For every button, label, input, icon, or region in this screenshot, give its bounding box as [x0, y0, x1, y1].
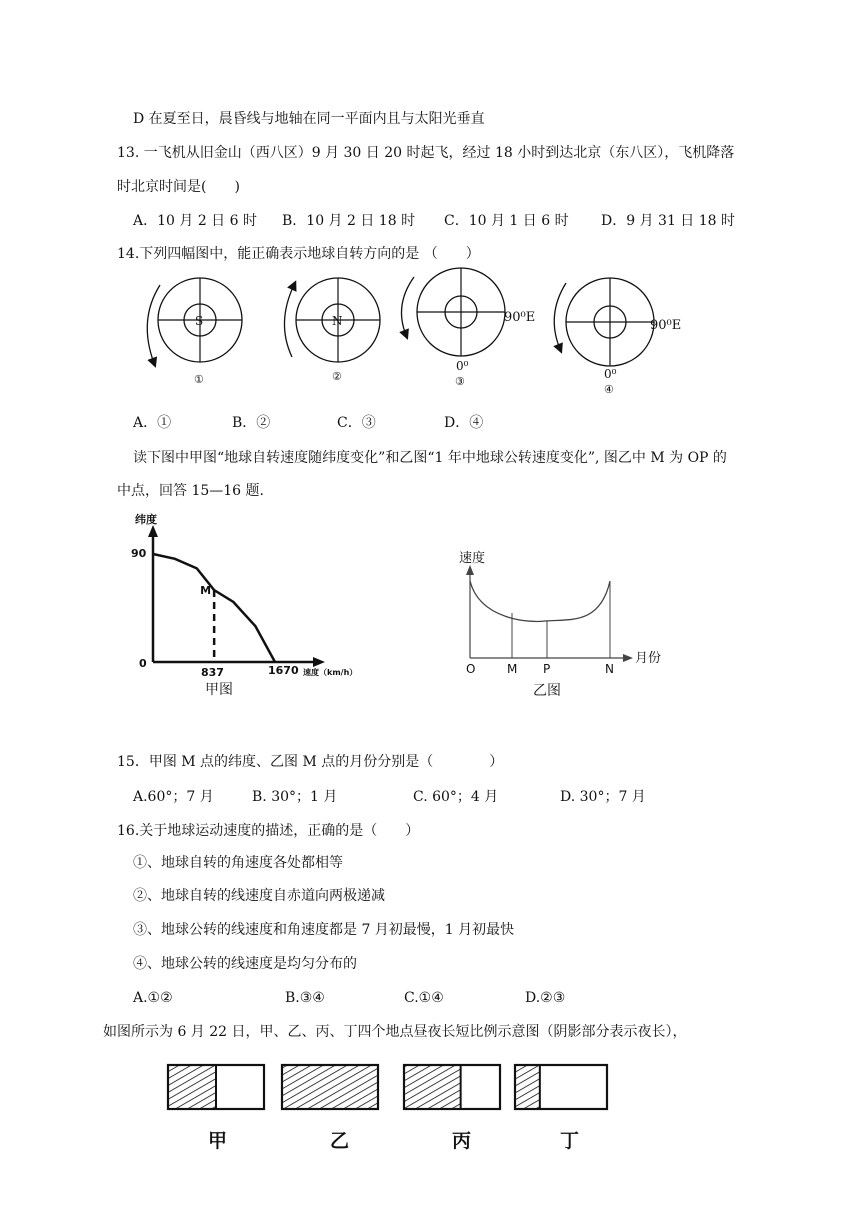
q14-figure-2 [284, 278, 380, 383]
chart-yi-x-label-n: N [605, 662, 614, 676]
daynight-label-bing: 丙 [452, 1130, 472, 1152]
q14-rotation-figures [130, 275, 690, 395]
chart-jia-m-label: M [200, 584, 212, 597]
chart-yi-caption: 乙图 [533, 683, 561, 699]
q14-option-c: C．③ [337, 415, 376, 431]
q14-fig2-number: ② [332, 370, 342, 383]
q14-fig3-side-label: 90⁰E [504, 310, 536, 325]
q15-option-a: A.60°；7 月 [133, 789, 214, 805]
q13-option-a: A．10 月 2 日 6 时 [133, 213, 257, 229]
x-axis-arrow-icon [623, 654, 633, 662]
daynight-label-jia: 甲 [208, 1130, 228, 1152]
rotation-arrow-icon [402, 277, 415, 335]
chart-yi-x-label-o: O [466, 662, 476, 676]
chart-yi [455, 545, 685, 705]
q17-intro: 如图所示为 6 月 22 日，甲、乙、丙、丁四个地点昼夜长短比例示意图（阴影部分表示夜长）， [103, 1024, 687, 1040]
q16-stem: 16.关于地球运动速度的描述，正确的是（ ） [117, 823, 420, 839]
chart-jia-caption: 甲图 [205, 682, 233, 698]
q14-option-d: D．④ [444, 415, 484, 431]
chart-jia-ylabel: 纬度 [135, 513, 157, 526]
q15-option-d: D. 30°；7 月 [560, 789, 646, 805]
rotation-arrow-icon [284, 285, 294, 357]
q14-option-b: B．② [232, 415, 271, 431]
q16-option-d: D.②③ [525, 990, 566, 1006]
q13-option-c: C．10 月 1 日 6 时 [444, 213, 569, 229]
chart-jia-xlabel: 速度（km/h） [303, 668, 358, 677]
q16-statement-1: ①、地球自转的角速度各处都相等 [133, 855, 343, 871]
chart-yi-ylabel: 速度 [459, 551, 486, 566]
daynight-bar-night [168, 1065, 216, 1109]
daynight-bar-night [282, 1065, 378, 1109]
q13-option-d: D．9 月 31 日 18 时 [601, 213, 736, 229]
daynight-figure [160, 1055, 620, 1185]
chart-yi-x-label-p: P [543, 662, 551, 676]
q13-option-b: B．10 月 2 日 18 时 [282, 213, 416, 229]
q16-statement-4: ④、地球公转的线速度是均匀分布的 [133, 956, 357, 972]
chart-yi-speed-curve [470, 581, 610, 621]
q16-statement-2: ②、地球自转的线速度自赤道向两极递减 [133, 888, 385, 904]
daynight-bar-night [515, 1065, 540, 1109]
chart-yi-x-label-m: M [507, 662, 518, 676]
q14-stem: 14.下列四幅图中，能正确表示地球自转方向的是 （ ） [117, 246, 480, 262]
q16-option-b: B.③④ [285, 990, 325, 1006]
daynight-label-yi: 乙 [330, 1130, 350, 1152]
q16-statement-3: ③、地球公转的线速度和角速度都是 7 月初最慢，1 月初最快 [133, 922, 515, 938]
y-axis-arrow-icon [466, 565, 474, 575]
daynight-bar-night [404, 1065, 461, 1109]
q12-option-d: D 在夏至日，晨昏线与地轴在同一平面内且与太阳光垂直 [133, 111, 485, 127]
chart-jia [125, 515, 395, 705]
q15-option-b: B. 30°；1 月 [252, 789, 338, 805]
q14-figure-3 [402, 268, 536, 388]
intro-15-16-line1: 读下图中甲图“地球自转速度随纬度变化”和乙图“1 年中地球公转速度变化”, 图乙中 M 为 OP 的 [133, 450, 727, 466]
q14-fig3-number: ③ [455, 375, 465, 388]
q14-fig4-bottom-label: 0⁰ [604, 367, 617, 381]
q14-figure-4 [554, 278, 681, 396]
q16-option-c: C.①④ [404, 990, 444, 1006]
daynight-label-ding: 丁 [560, 1130, 580, 1152]
q13-stem-line2: 时北京时间是( ) [117, 179, 240, 195]
q14-fig3-bottom-label: 0⁰ [456, 359, 469, 373]
q14-fig2-center-label: N [332, 314, 343, 328]
q14-fig4-side-label: 90⁰E [650, 318, 682, 333]
chart-jia-origin: 0 [139, 657, 147, 670]
q14-fig1-center-label: S [195, 314, 204, 328]
q14-fig1-number: ① [194, 373, 204, 386]
chart-jia-x-tick-837: 837 [201, 666, 224, 679]
rotation-arrow-icon [554, 283, 566, 349]
q16-option-a: A.①② [133, 990, 173, 1006]
q14-figure-1 [147, 278, 242, 386]
q13-stem-line1: 13. 一飞机从旧金山（西八区）9 月 30 日 20 时起飞，经过 18 小时到达北京（东八区），飞机降落 [117, 145, 735, 161]
q14-option-a: A．① [133, 415, 172, 431]
x-axis-arrow-icon [313, 657, 325, 667]
q15-stem: 15．甲图 M 点的纬度、乙图 M 点的月份分别是（ ） [117, 754, 504, 770]
chart-jia-x-tick-1670: 1670 [268, 664, 299, 677]
y-axis-arrow-icon [148, 525, 158, 537]
q14-fig4-number: ④ [604, 383, 614, 396]
chart-jia-y-tick-90: 90 [131, 547, 147, 560]
intro-15-16-line2: 中点，回答 15—16 题. [117, 483, 264, 499]
chart-yi-xlabel: 月份 [635, 651, 662, 666]
q15-option-c: C. 60°；4 月 [413, 789, 499, 805]
